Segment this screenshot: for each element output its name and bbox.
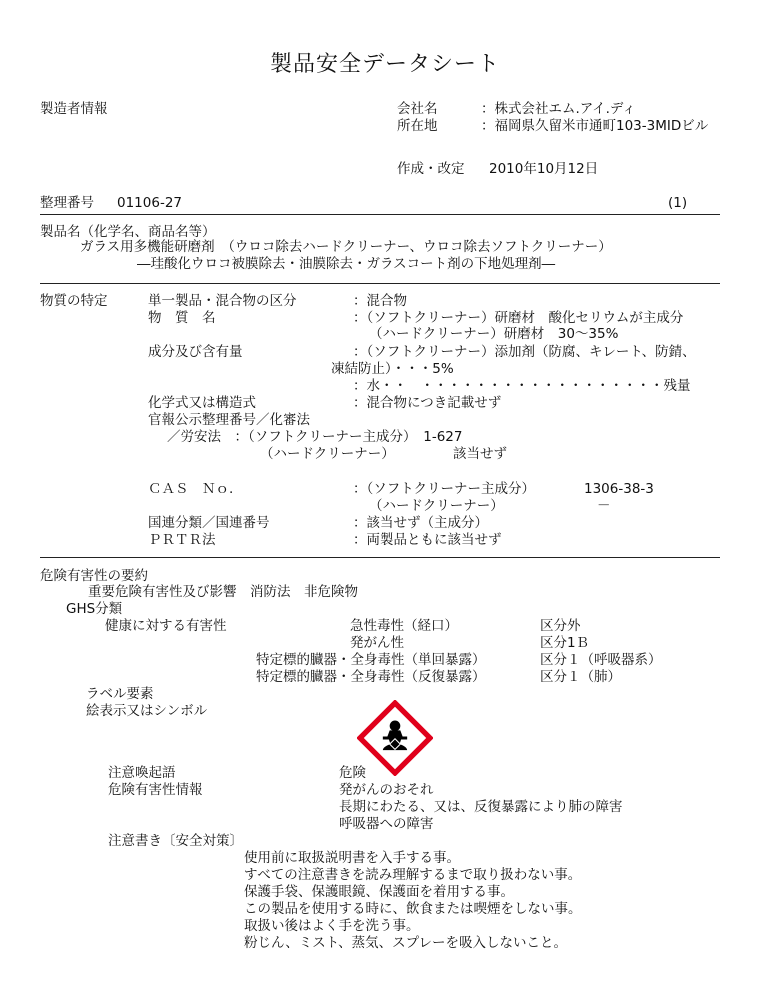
- important-hazard-line: 重要危険有害性及び影響 消防法 非危険物: [88, 584, 358, 600]
- content-value-3: ：水・・ ・・・・・・・・・・・・・・・・・・残量: [353, 378, 691, 394]
- page-number: (1): [668, 195, 688, 211]
- reference-number: 01106-27: [117, 195, 182, 211]
- signal-word-value: 危険: [339, 765, 366, 781]
- address-value: ：福岡県久留米市通町103-3MIDビル: [481, 118, 709, 134]
- substance-section-label: 物質の特定: [40, 293, 108, 309]
- substance-name-value-1: ：（ソフトクリーナー）研磨材 酸化セリウムが主成分: [353, 310, 684, 326]
- hazard-statement: 長期にわたる、又は、反復暴露により肺の障害: [339, 799, 623, 815]
- precaution-item: すべての注意書きを読み理解するまで取り扱わない事。: [244, 867, 582, 883]
- hazard-class-category: 区分１（肺）: [540, 669, 621, 685]
- company-value: ：株式会社エム.アイ.ディ: [481, 101, 636, 117]
- formula-value: ：混合物につき記載せず: [353, 395, 502, 411]
- health-hazard-icon: [357, 700, 433, 776]
- un-value: ：該当せず（主成分）: [353, 515, 488, 531]
- content-value-2: 凍結防止）・・・5%: [331, 361, 454, 377]
- address-label: 所在地: [397, 118, 438, 134]
- precaution-item: この製品を使用する時に、飲食または喫煙をしない事。: [244, 901, 582, 917]
- divider: [40, 283, 720, 284]
- created-label: 作成・改定: [397, 161, 465, 177]
- health-hazard-label: 健康に対する有害性: [105, 618, 227, 634]
- type-value: ：混合物: [353, 293, 407, 309]
- un-label: 国連分類／国連番号: [148, 515, 270, 531]
- company-label: 会社名: [397, 101, 438, 117]
- precaution-item: 保護手袋、保護眼鏡、保護面を着用する事。: [244, 884, 514, 900]
- substance-name-label: 物 質 名: [148, 310, 216, 326]
- label-elements: ラベル要素: [86, 686, 154, 702]
- gazette-label: 官報公示整理番号／化審法: [148, 412, 310, 428]
- signal-word-label: 注意喚起語: [108, 765, 176, 781]
- cas-label: ＣＡＳ Ｎｏ.: [148, 481, 234, 497]
- product-line-2: ―珪酸化ウロコ被膜除去・油膜除去・ガラスコート剤の下地処理剤―: [137, 256, 556, 272]
- labor-law-line: ／労安法 ：（ソフトクリーナー主成分） 1-627: [167, 429, 463, 445]
- content-value-1: ：（ソフトクリーナー）添加剤（防腐、キレート、防錆、: [353, 344, 696, 360]
- divider: [40, 557, 720, 558]
- content-label: 成分及び含有量: [148, 344, 243, 360]
- product-heading: 製品名（化学名、商品名等）: [40, 224, 216, 240]
- substance-name-value-2: （ハードクリーナー）研磨材 30～35%: [369, 326, 619, 342]
- divider: [40, 214, 720, 215]
- formula-label: 化学式又は構造式: [148, 395, 256, 411]
- cas-hard-value: －: [597, 498, 611, 514]
- manufacturer-label: 製造者情報: [40, 101, 108, 117]
- hazard-class-name: 特定標的臓器・全身毒性（単回暴露）: [256, 652, 486, 668]
- hazard-class-name: 特定標的臓器・全身毒性（反復暴露）: [256, 669, 486, 685]
- cas-hard-label: （ハードクリーナー）: [369, 498, 504, 514]
- hazard-class-name: 発がん性: [350, 635, 404, 651]
- hazard-class-name: 急性毒性（経口）: [350, 618, 458, 634]
- labor-hard-value: 該当せず: [453, 446, 507, 462]
- hazard-statement-label: 危険有害性情報: [108, 782, 203, 798]
- hazard-class-category: 区分1Ｂ: [540, 635, 590, 651]
- precaution-label: 注意書き〔安全対策〕: [108, 833, 243, 849]
- hazard-statement: 発がんのおそれ: [339, 782, 434, 798]
- ghs-label: GHS分類: [66, 601, 123, 617]
- product-line-1: ガラス用多機能研磨剤 （ウロコ除去ハードクリーナー、ウロコ除去ソフトクリーナー）: [80, 239, 612, 255]
- cas-soft-label: ：（ソフトクリーナー主成分）: [353, 481, 535, 497]
- created-date: 2010年10月12日: [489, 161, 599, 177]
- page-title: 製品安全データシート: [270, 52, 501, 77]
- cas-soft-value: 1306-38-3: [584, 481, 654, 497]
- reference-label: 整理番号: [40, 195, 94, 211]
- hazard-heading: 危険有害性の要約: [40, 568, 148, 584]
- pictogram-label: 絵表示又はシンボル: [86, 703, 208, 719]
- labor-hard-label: （ハードクリーナー）: [260, 446, 395, 462]
- precaution-item: 粉じん、ミスト、蒸気、スプレーを吸入しないこと。: [244, 935, 568, 951]
- hazard-statement: 呼吸器への障害: [339, 816, 434, 832]
- type-label: 単一製品・混合物の区分: [148, 293, 297, 309]
- hazard-class-category: 区分外: [540, 618, 581, 634]
- prtr-label: ＰＲＴＲ法: [148, 532, 216, 548]
- precaution-item: 使用前に取扱説明書を入手する事。: [244, 850, 460, 866]
- hazard-class-category: 区分１（呼吸器系）: [540, 652, 662, 668]
- prtr-value: ：両製品ともに該当せず: [353, 532, 502, 548]
- precaution-item: 取扱い後はよく手を洗う事。: [244, 918, 420, 934]
